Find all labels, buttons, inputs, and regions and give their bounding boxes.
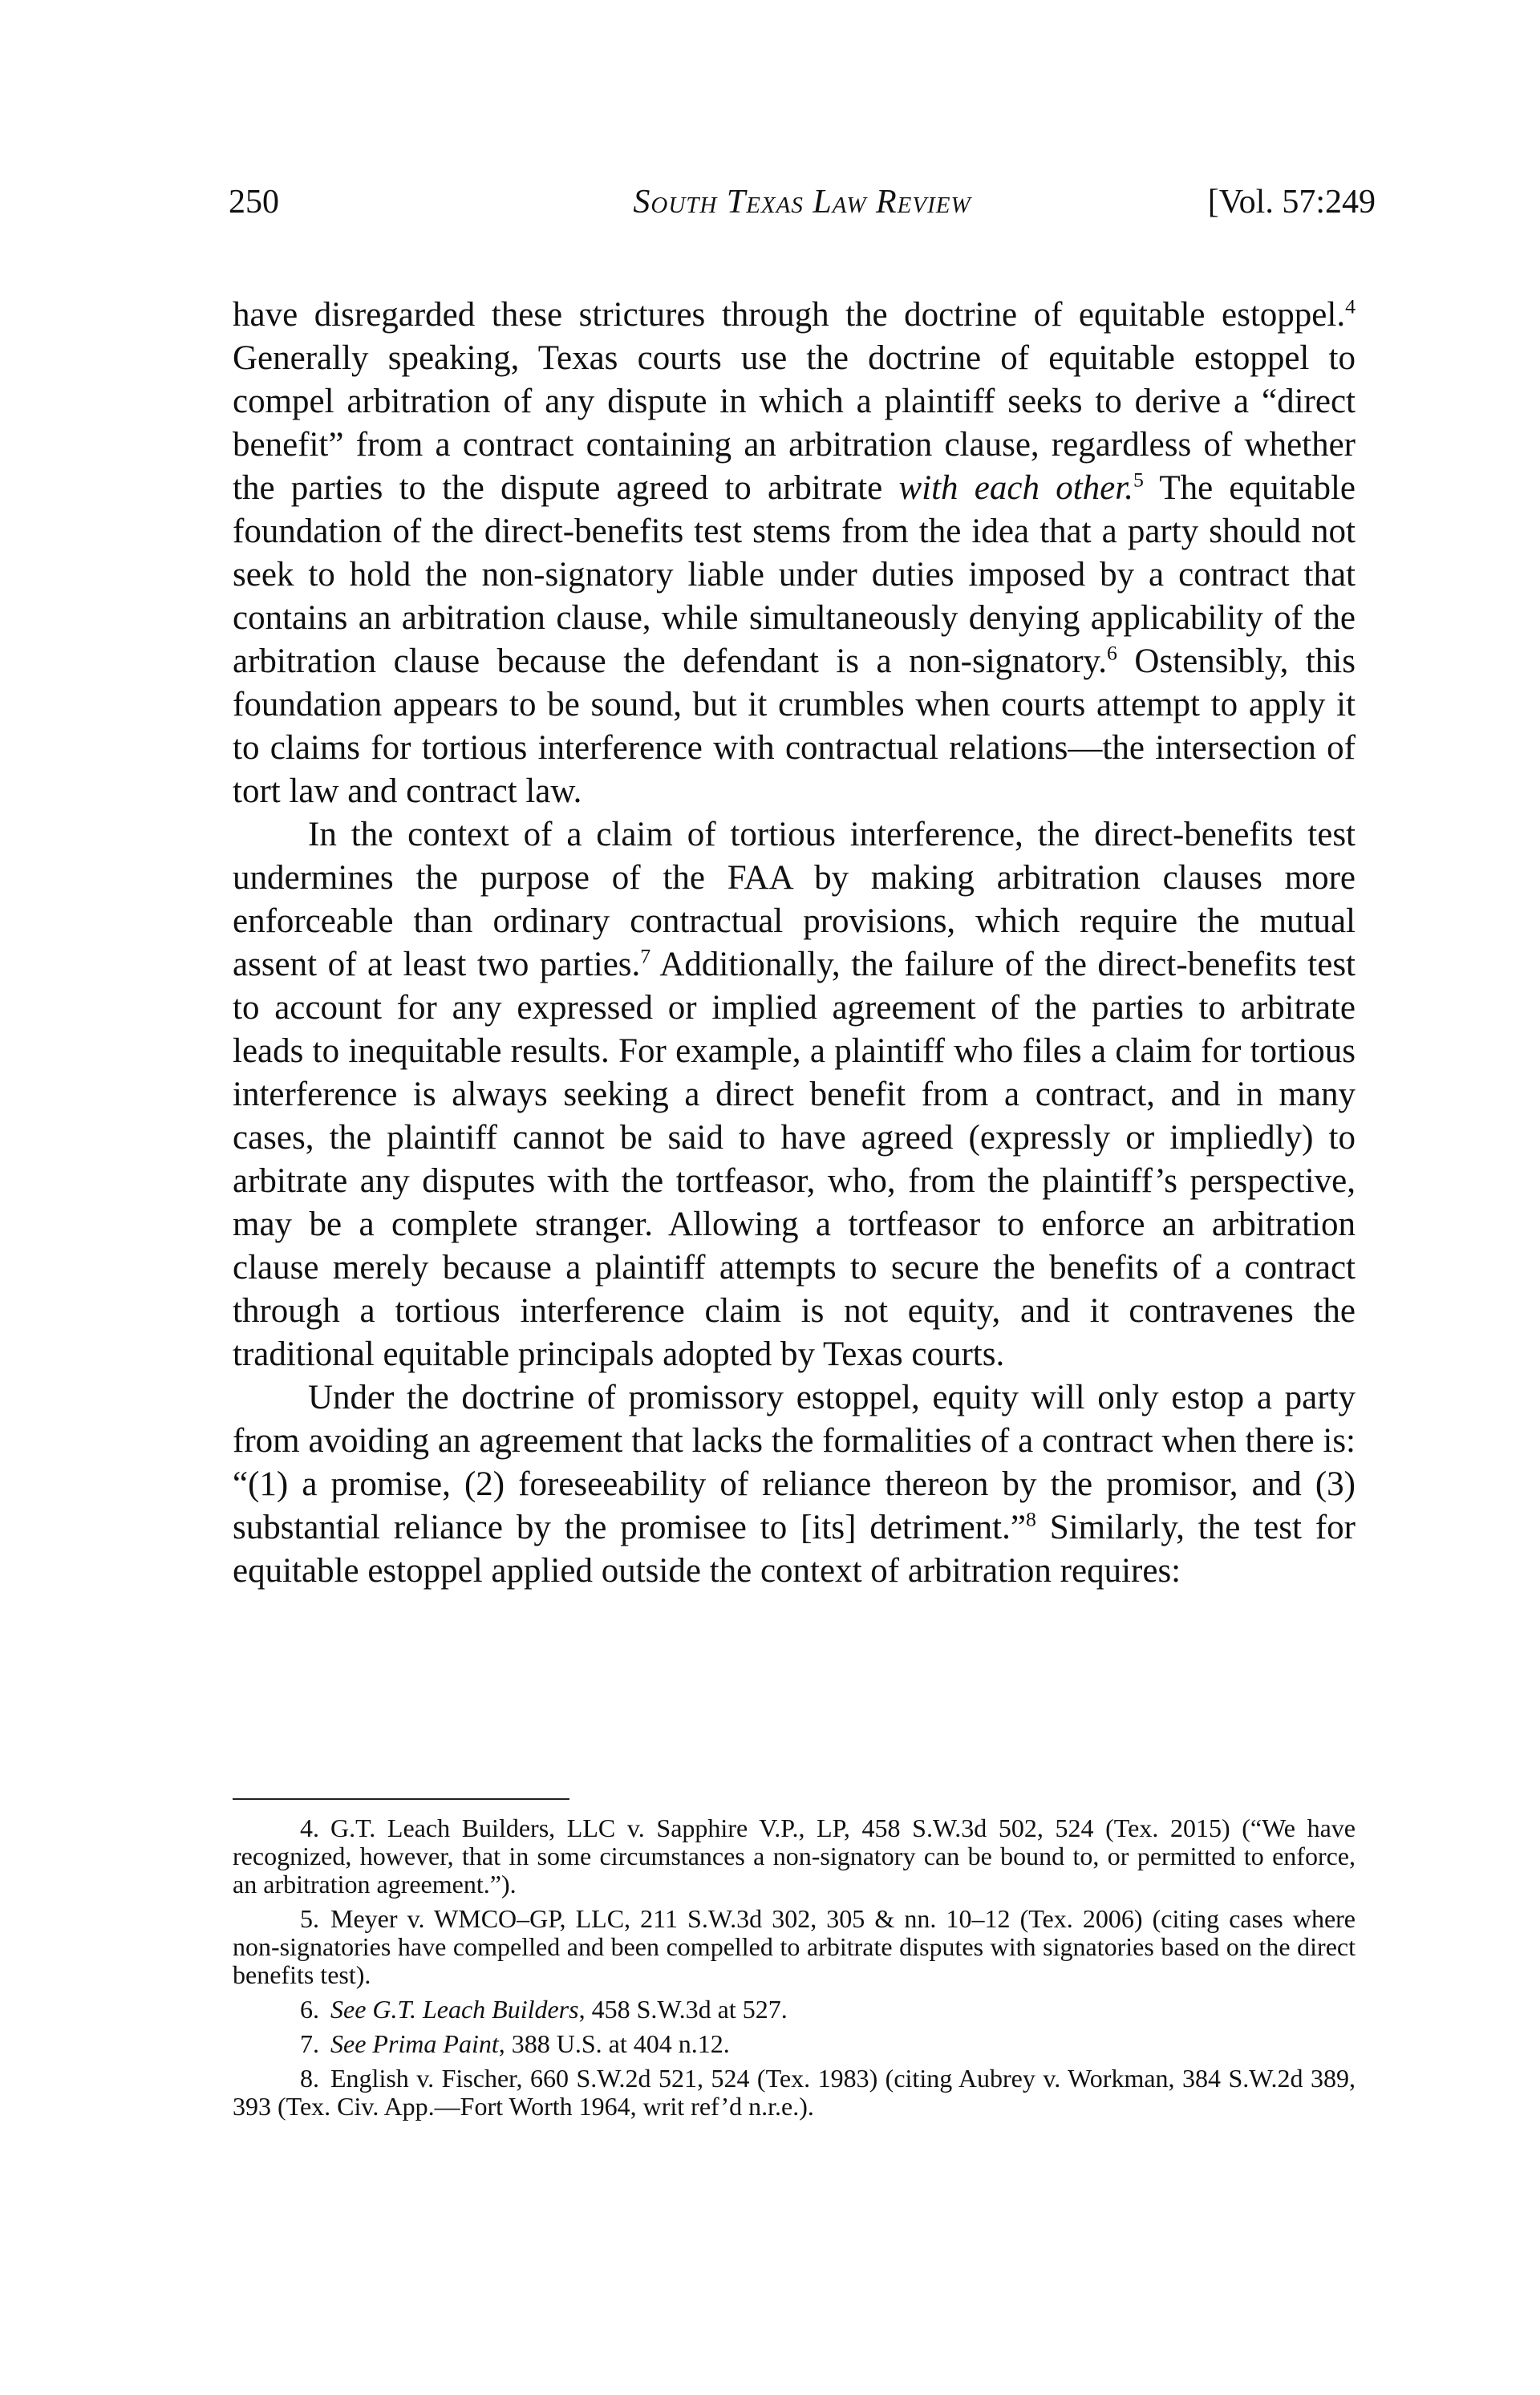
footnote-number: 8. [300,2064,319,2093]
footnote-8 [233,2065,1356,2121]
case-name: G.T. Leach Builders [372,1995,579,2024]
footnote-7 [233,2030,1356,2058]
body-text-run: have disregarded these strictures through the doctrine of equitable estoppel. [233,296,1346,334]
footnote-number: 6. [300,1995,319,2024]
body-text-run: Generally speaking, Texas courts use the doctrine of equitable estoppel to compel arbitration of any dispute in which a plaintiff seeks to derive a “direct benefit” from a contract containing an arbitration clause, regardless of whether the parties to the dispute agreed to arbitrate [233,339,1356,507]
footnote-ref-5[interactable]: 5 [1133,468,1144,492]
running-header [229,178,1376,226]
footnote-4 [233,1814,1356,1899]
footnote-ref-7[interactable]: 7 [640,944,651,968]
footnote-5 [233,1905,1356,1989]
article-body [233,294,1356,1593]
footnote-text: English v. Fischer, 660 S.W.2d 521, 524 (Tex. 1983) (citing Aubrey v. Workman, 384 S.W.2d 389, 393 (Tex. Civ. App.—Fort Worth 1964, writ ref’d n.r.e.). [233,2064,1356,2121]
footnote-ref-8[interactable]: 8 [1025,1507,1036,1531]
footnote-text: Meyer v. WMCO–GP, LLC, 211 S.W.3d 302, 305 & nn. 10–12 (Tex. 2006) (citing cases where non-signatories have compelled and been compelled to arbitrate disputes with signatories based on the direct benefits test). [233,1904,1356,1989]
emphasis-text: with each other. [898,469,1133,507]
body-text-run: In the context of a claim of tortious interference, the direct-benefits test undermines the purpose of the FAA by making arbitration clauses more enforceable than ordinary contractual provisions, which require the mutual assent of at least two parties. [233,816,1356,983]
body-paragraph-3 [233,1376,1356,1593]
body-text-run: The equitable foundation of the direct-benefits test stems from the idea that a party should not seek to hold the non-signatory liable under duties imposed by a contract that contains an arbitration clause, while simultaneously denying applicability of the arbitration clause because the defendant is a non-signatory. [233,469,1356,680]
footnote-text: G.T. Leach Builders, LLC v. Sapphire V.P., LP, 458 S.W.3d 502, 524 (Tex. 2015) (“We have recognized, however, that in some circumstances a non-signatory can be bound to, or permitted to enforce, an arbitration agreement.”). [233,1813,1356,1899]
body-text-run: Ostensibly, this foundation appears to be sound, but it crumbles when courts attempt to apply it to claims for tortious interference with contractual relations—the intersection of tort law and contract law. [233,642,1356,810]
footnote-number: 4. [300,1813,319,1842]
page-number: 250 [229,184,279,221]
volume-reference: [Vol. 57:249 [1207,184,1376,221]
footnotes-section [233,1814,1356,2127]
footnote-text: , 458 S.W.3d at 527. [578,1995,788,2024]
footnote-ref-6[interactable]: 6 [1106,641,1117,665]
case-name: Prima Paint [372,2029,499,2058]
body-paragraph-2 [233,813,1356,1376]
footnote-6 [233,1996,1356,2024]
footnote-number: 7. [300,2029,319,2058]
footnote-ref-4[interactable]: 4 [1345,294,1356,318]
body-text-run: Additionally, the failure of the direct-benefits test to account for any expressed or implied agreement of the parties to arbitrate leads to inequitable results. For example, a plaintiff who files a claim for tortious interference is always seeking a direct benefit from a contract, and in many cases, the plaintiff cannot be said to have agreed (expressly or impliedly) to arbitrate any disputes with the tortfeasor, who, from the plaintiff’s perspective, may be a complete stranger. Allowing a tortfeasor to enforce an arbitration clause merely because a plaintiff attempts to secure the benefits of a contract through a tortious interference claim is not equity, and it contravenes the traditional equitable principals adopted by Texas courts. [233,946,1356,1373]
body-paragraph-1 [233,294,1356,813]
body-text-run: Similarly, the test for equitable estoppel applied outside the context of arbitration requires: [233,1509,1356,1590]
footnote-text: , 388 U.S. at 404 n.12. [498,2029,730,2058]
footnote-separator [233,1798,569,1800]
citation-signal: See [330,1995,367,2024]
body-text-run: Under the doctrine of promissory estoppel, equity will only estop a party from avoiding an agreement that lacks the formalities of a contract when there is: “(1) a promise, (2) foreseeability of reliance thereon by the promisor, and (3) substantial reliance by the promisee to [its] detriment.” [233,1379,1356,1546]
journal-title: South Texas Law Review [633,184,971,221]
citation-signal: See [330,2029,367,2058]
footnote-number: 5. [300,1904,319,1933]
